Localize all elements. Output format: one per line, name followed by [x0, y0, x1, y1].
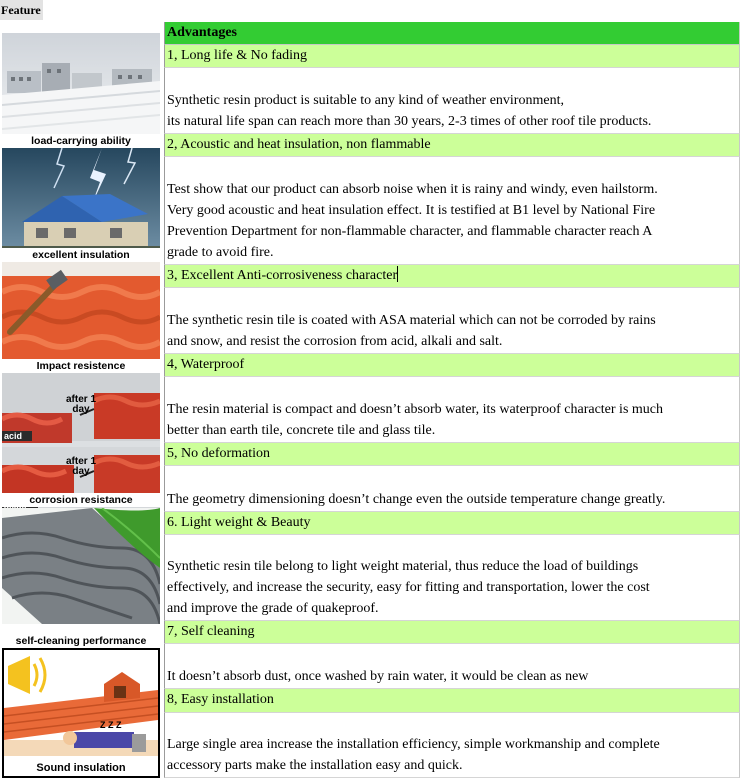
- advantage-body-line: grade to avoid fire.: [167, 245, 274, 260]
- text-cursor: [397, 266, 398, 282]
- advantage-title-4: 4, Waterproof: [164, 354, 740, 377]
- feature-image-column: [0, 22, 164, 778]
- advantage-title-text: 3, Excellent Anti-corrosiveness character: [167, 268, 398, 283]
- advantage-title-3[interactable]: [164, 265, 740, 288]
- advantage-body-line: Test show that our product can absorb noise when it is rainy and windy, even hailstorm.: [167, 182, 658, 197]
- advantage-body-line: accessory parts make the installation easy and quick.: [167, 758, 463, 773]
- advantage-body-line: Very good acoustic and heat insulation effect. It is testified at B1 level by National Fire: [167, 203, 656, 218]
- grey-tiles-leaf-photo: [2, 508, 160, 624]
- advantage-body-line: The synthetic resin tile is coated with ASA material which can not be corroded by rains: [167, 313, 656, 328]
- advantage-body-line: effectively, and increase the security, easy for fitting and transportation, lower the cost: [167, 580, 650, 595]
- zzz-label: Z Z Z: [100, 720, 122, 730]
- advantage-body-line: The resin material is compact and doesn’t absorb water, its waterproof character is much: [167, 402, 663, 417]
- caption-corrosion-resistance: corrosion resistance: [2, 493, 160, 507]
- advantage-body-line: The geometry dimensioning doesn’t change even the outside temperature change greatly.: [167, 492, 666, 507]
- advantage-body-line: Synthetic resin product is suitable to any kind of weather environment,: [167, 93, 564, 108]
- advantage-body-6: [164, 535, 740, 621]
- advantage-body-7: [164, 644, 740, 689]
- caption-excellent-insulation: excellent insulation: [2, 248, 160, 262]
- advantage-body-line: and improve the grade of quakeproof.: [167, 601, 379, 616]
- advantage-body-line: Synthetic resin tile belong to light weight material, thus reduce the load of buildings: [167, 559, 639, 574]
- advantage-body-1: [164, 68, 740, 134]
- after-day-label: after 1 day: [65, 394, 96, 415]
- caption-sound-insulation: Sound insulation: [2, 760, 160, 778]
- snow-roof-photo: [2, 33, 160, 136]
- after-day-label-2: after 1 day: [65, 456, 96, 477]
- advantage-body-line: Prevention Department for non-flammable character, and flammable character reach A: [167, 224, 653, 239]
- advantage-body-line: It doesn’t absorb dust, once washed by rain water, it would be clean as new: [167, 669, 589, 684]
- advantage-title-6: 6. Light weight & Beauty: [164, 512, 740, 535]
- feature-tab[interactable]: Feature: [0, 0, 43, 20]
- advantage-title-8: 8, Easy installation: [164, 689, 740, 713]
- acid-label: acid: [4, 431, 23, 441]
- advantage-body-2: [164, 157, 740, 265]
- advantage-body-8: [164, 713, 740, 778]
- advantage-title-2: 2, Acoustic and heat insulation, non flammable: [164, 134, 740, 157]
- advantage-body-line: Large single area increase the installation efficiency, simple workmanship and complete: [167, 737, 660, 752]
- caption-impact-resistence: Impact resistence: [2, 359, 160, 373]
- advantage-title-1: 1, Long life & No fading: [164, 45, 740, 68]
- advantage-body-3: [164, 288, 740, 354]
- advantage-title-5: 5, No deformation: [164, 443, 740, 466]
- advantage-body-line: its natural life span can reach more than 30 years, 2-3 times of other roof tile products.: [167, 114, 652, 129]
- advantage-body-5: [164, 466, 740, 512]
- hammer-tile-photo: [2, 262, 160, 359]
- advantage-body-4: [164, 377, 740, 443]
- advantage-body-line: and snow, and resist the corrosion from acid, alkali and salt.: [167, 334, 503, 349]
- advantage-title-7: 7, Self cleaning: [164, 621, 740, 644]
- lightning-house-photo: [2, 148, 160, 251]
- caption-self-cleaning: self-cleaning performance: [2, 634, 160, 648]
- sound-insulation-illustration: [2, 648, 160, 778]
- advantage-body-line: better than earth tile, concrete tile and glass tile.: [167, 423, 436, 438]
- table-header: Advantages: [164, 22, 740, 45]
- caption-load-carrying: load-carrying ability: [2, 134, 160, 148]
